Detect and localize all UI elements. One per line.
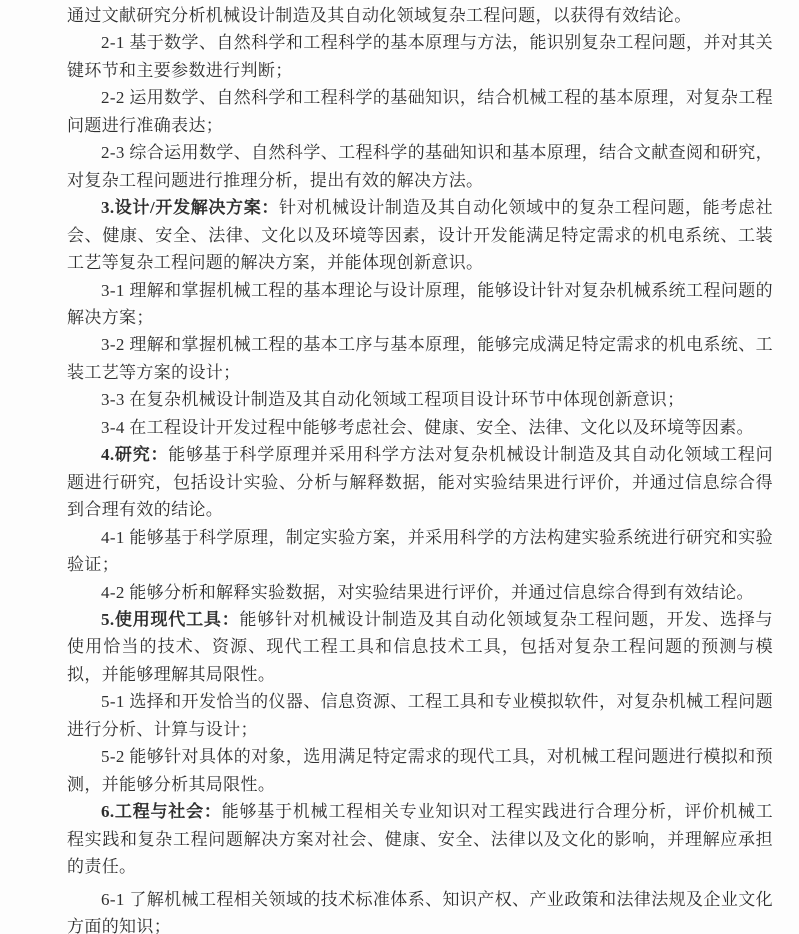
paragraph-text: 能够针对机械设计制造及其自动化领域复杂工程问题，开发、选择与使用恰当的技术、资源、现代工程工具和信息技术工具，包括对复杂工程问题的预测与模拟，并能够理解其局限性。 [67,609,774,684]
paragraph [67,331,773,386]
paragraph-text: 2-1 基于数学、自然科学和工程科学的基本原理与方法，能识别复杂工程问题，并对其关键环节和主要参数进行判断； [67,33,773,80]
paragraph-text: 5-2 能够针对具体的对象，选用满足特定需求的现代工具，对机械工程问题进行模拟和预测，并能够分析其局限性。 [67,747,773,794]
paragraph-text: 4-1 能够基于科学原理，制定实验方案，并采用科学的方法构建实验系统进行研究和实验验证； [67,527,773,575]
paragraph [67,277,773,332]
section-heading: 3.设计/开发解决方案： [101,198,280,218]
paragraph [67,743,773,798]
paragraph-text: 2-3 综合运用数学、自然科学、工程科学的基础知识和基本原理，结合文献查阅和研究，对复杂工程问题进行推理分析，提出有效的解决方法。 [67,143,773,190]
paragraph [67,84,773,139]
paragraph-text: 4-2 能够分析和解释实验数据，对实验结果进行评价，并通过信息综合得到有效结论。 [101,582,754,602]
paragraph-text: 针对机械设计制造及其自动化领域中的复杂工程问题，能考虑社会、健康、安全、法律、文化以及环境等因素，设计开发能满足特定需求的机电系统、工装工艺等复杂工程问题的解决方案，并能体现创新意识。 [67,198,773,273]
paragraph-text: 能够基于科学原理并采用科学方法对复杂机械设计制造及其自动化领域工程问题进行研究，包括设计实验、分析与解释数据，能对实验结果进行评价，并通过信息综合得到合理有效的结论。 [67,445,773,520]
paragraph [67,139,773,194]
paragraph-text: 能够基于机械工程相关专业知识对工程实践进行合理分析，评价机械工程实践和复杂工程问题解决方案对社会、健康、安全、法律以及文化的影响，并理解应承担的责任。 [67,802,773,877]
document-body [67,2,773,934]
paragraph [67,2,773,29]
paragraph [67,524,773,579]
section-heading: 4.研究： [101,445,169,465]
paragraph-text: 通过文献研究分析机械设计制造及其自动化领域复杂工程问题，以获得有效结论。 [67,6,692,25]
paragraph-text: 3-2 理解和掌握机械工程的基本工序与基本原理，能够完成满足特定需求的机电系统、工装工艺等方案的设计； [67,335,773,382]
paragraph-text: 6-1 了解机械工程相关领域的技术标准体系、知识产权、产业政策和法律法规及企业文化方面的知识； [67,889,773,934]
paragraph [67,414,773,441]
paragraph [67,606,773,688]
paragraph [67,29,773,84]
paragraph [67,579,773,606]
paragraph-text: 3-1 理解和掌握机械工程的基本理论与设计原理，能够设计针对复杂机械系统工程问题的解决方案； [67,280,773,327]
paragraph [67,798,773,880]
paragraph-text: 3-4 在工程设计开发过程中能够考虑社会、健康、安全、法律、文化以及环境等因素。 [101,417,754,437]
paragraph-text: 5-1 选择和开发恰当的仪器、信息资源、工程工具和专业模拟软件，对复杂机械工程问题进行分析、计算与设计； [67,692,773,739]
paragraph [67,886,773,934]
section-heading: 5.使用现代工具： [101,609,240,629]
paragraph [67,386,773,413]
paragraph [67,194,773,276]
paragraph-text: 2-2 运用数学、自然科学和工程科学的基础知识，结合机械工程的基本原理，对复杂工程问题进行准确表达； [67,88,773,135]
paragraph-text: 3-3 在复杂机械设计制造及其自动化领域工程项目设计环节中体现创新意识； [101,390,685,410]
paragraph [67,441,773,523]
section-heading: 6.工程与社会： [101,802,222,822]
paragraph [67,688,773,743]
